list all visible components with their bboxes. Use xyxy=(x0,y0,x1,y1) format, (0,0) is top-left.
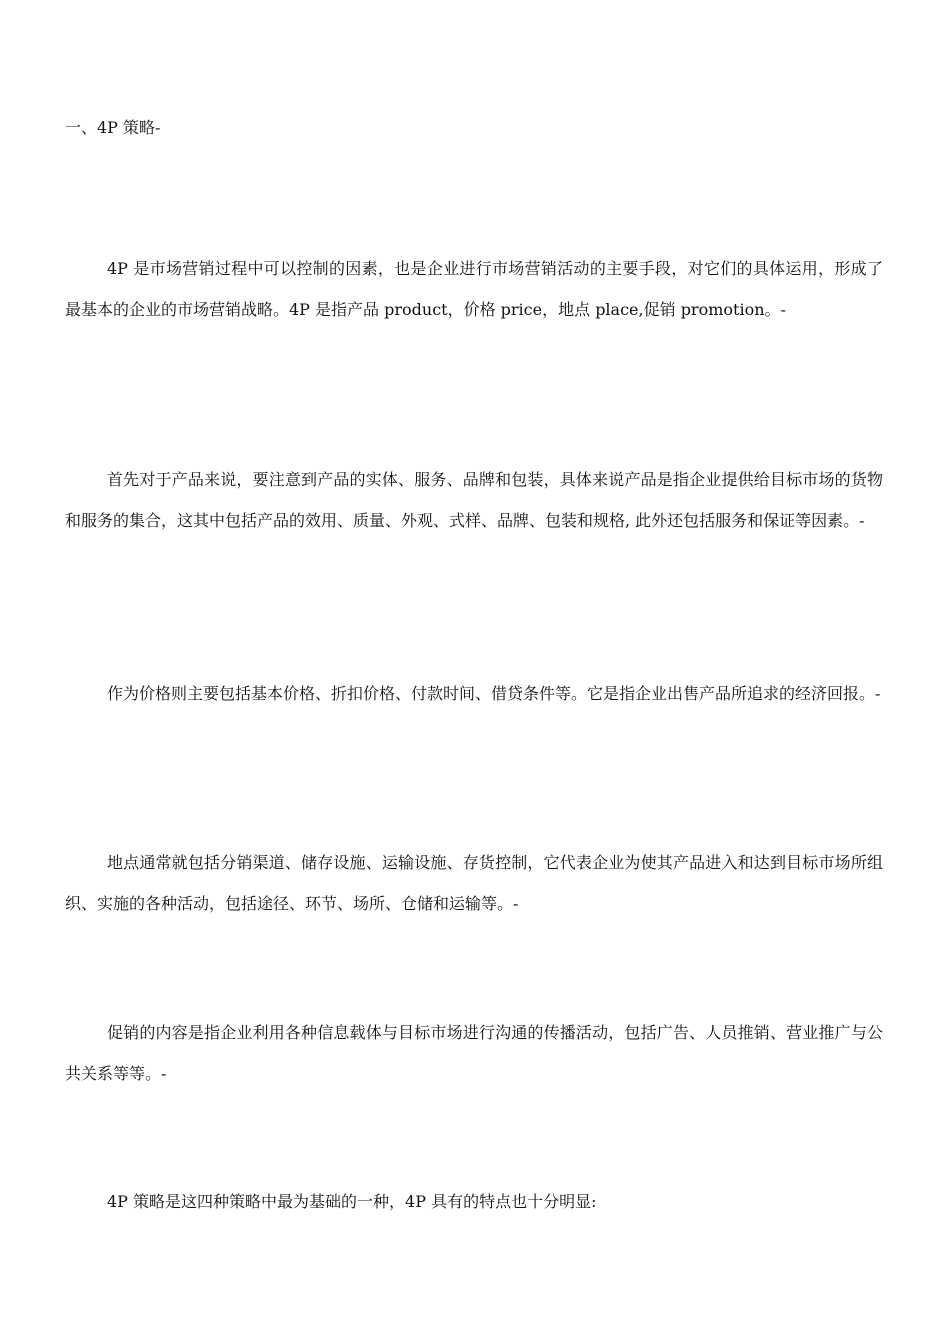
paragraph-4p-features: 4P 策略是这四种策略中最为基础的一种，4P 具有的特点也十分明显: xyxy=(107,1192,597,1211)
paragraph-promotion: 促销的内容是指企业利用各种信息载体与目标市场进行沟通的传播活动，包括广告、人员推销、营业推广与公共关系等等。- xyxy=(65,1023,883,1083)
paragraph-4p-definition: 4P 是市场营销过程中可以控制的因素，也是企业进行市场营销活动的主要手段，对它们的具体运用，形成了最基本的企业的市场营销战略。4P 是指产品 product，价格 price，地点 place,促销 promotion。- xyxy=(65,259,883,319)
section-heading: 一、4P 策略- xyxy=(65,118,161,137)
paragraph-price: 作为价格则主要包括基本价格、折扣价格、付款时间、借贷条件等。它是指企业出售产品所追求的经济回报。- xyxy=(107,684,881,703)
paragraph-place: 地点通常就包括分销渠道、储存设施、运输设施、存货控制，它代表企业为使其产品进入和达到目标市场所组织、实施的各种活动，包括途径、环节、场所、仓储和运输等。- xyxy=(65,853,883,913)
paragraph-product: 首先对于产品来说，要注意到产品的实体、服务、品牌和包装，具体来说产品是指企业提供给目标市场的货物和服务的集合，这其中包括产品的效用、质量、外观、式样、品牌、包装和规格, 此外还包括服务和保证等因素。- xyxy=(65,470,883,530)
